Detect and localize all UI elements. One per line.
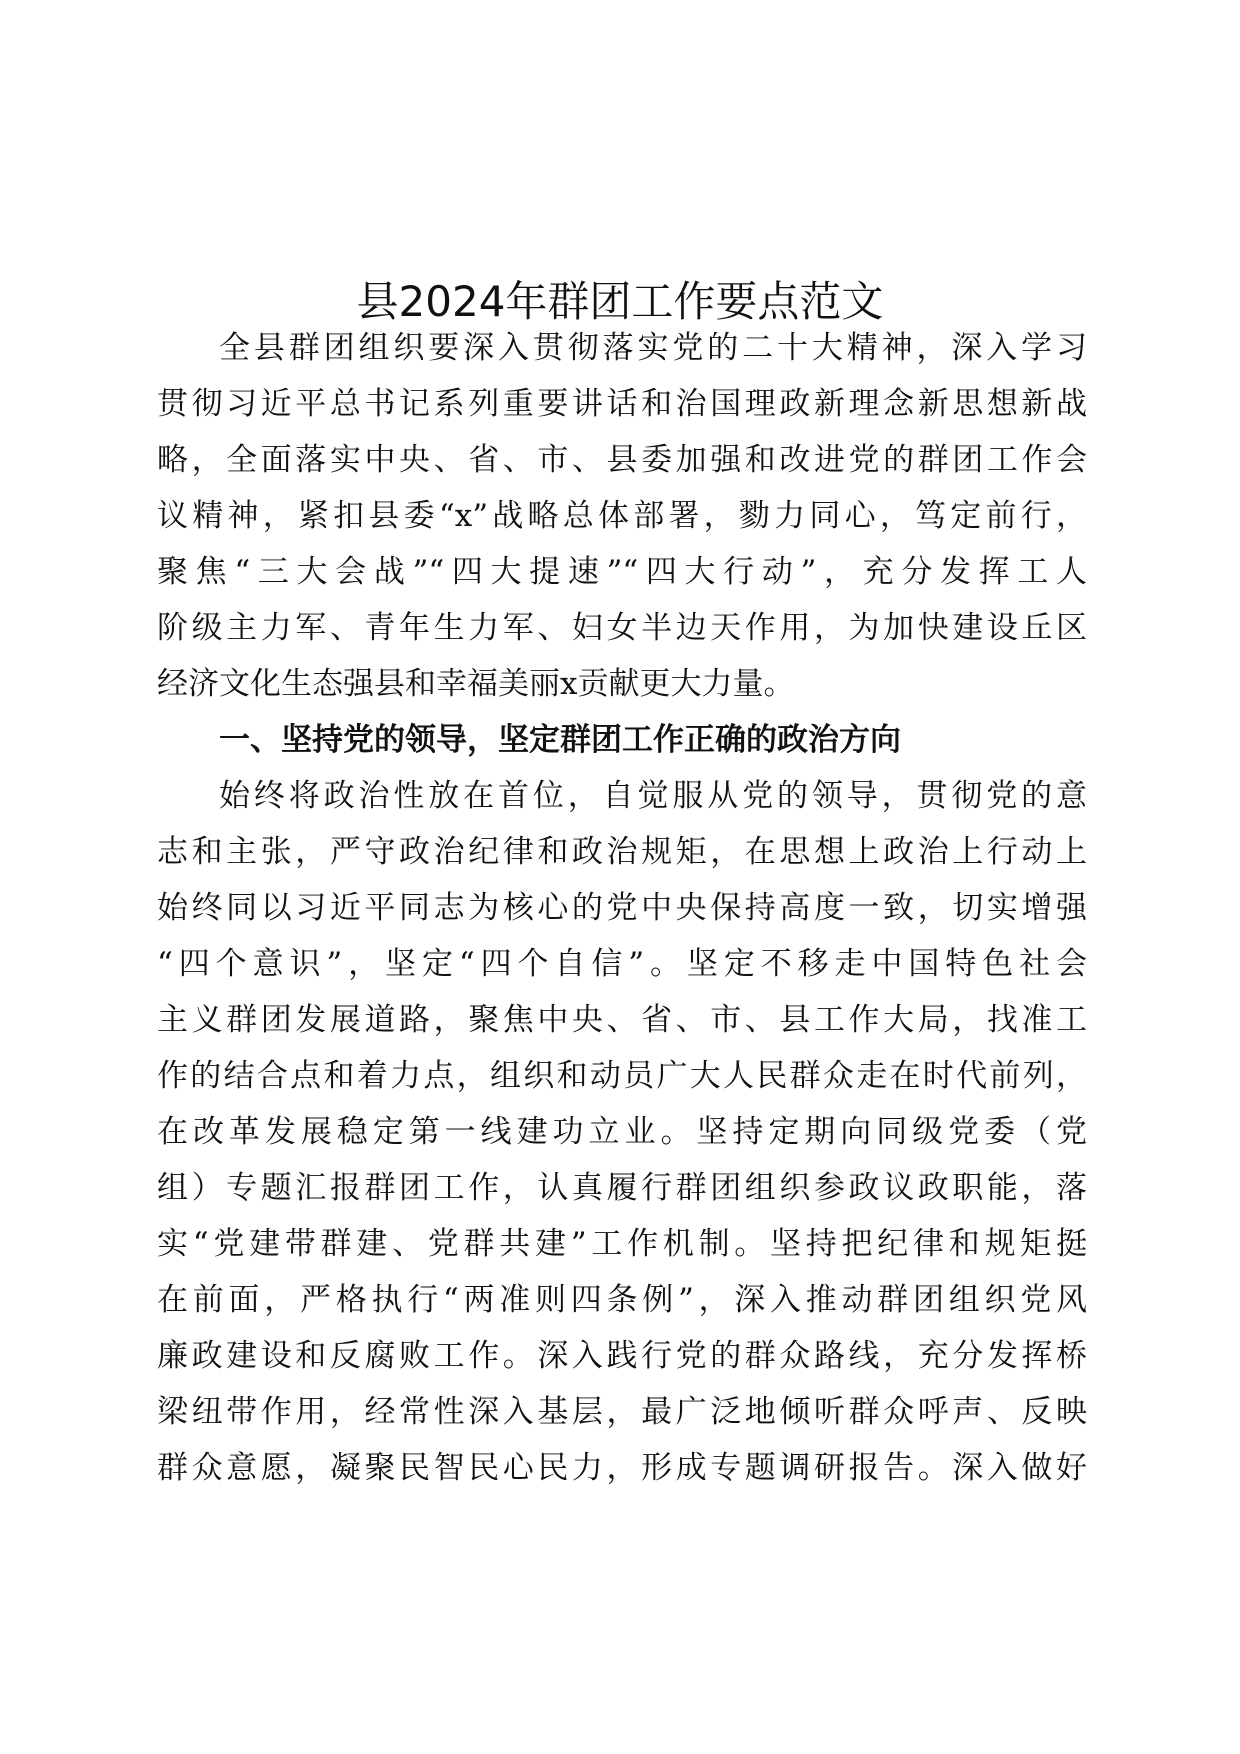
intro-line: 阶级主力军、青年生力军、妇女半边天作用，为加快建设丘区	[157, 610, 1087, 646]
intro-line: 略，全面落实中央、省、市、县委加强和改进党的群团工作会	[157, 442, 1087, 478]
body-line: 梁纽带作用，经常性深入基层，最广泛地倾听群众呼声、反映	[157, 1394, 1087, 1430]
body-line: 实“党建带群建、党群共建”工作机制。坚持把纪律和规矩挺	[157, 1226, 1087, 1262]
intro-line: 议精神，紧扣县委“x”战略总体部署，勠力同心，笃定前行，	[157, 498, 1087, 534]
body-line: 在前面，严格执行“两准则四条例”，深入推动群团组织党风	[157, 1282, 1087, 1318]
intro-line: 经济文化生态强县和幸福美丽x贡献更大力量。	[157, 666, 795, 702]
intro-line: 贯彻习近平总书记系列重要讲话和治国理政新理念新思想新战	[157, 386, 1087, 422]
document-title: 县2024年群团工作要点范文	[356, 277, 884, 326]
body-line: 始终将政治性放在首位，自觉服从党的领导，贯彻党的意	[219, 778, 1087, 814]
body-line: 组）专题汇报群团工作，认真履行群团组织参政议政职能，落	[157, 1170, 1087, 1206]
section-heading: 一、坚持党的领导，坚定群团工作正确的政治方向	[219, 722, 901, 758]
body-line: 在改革发展稳定第一线建功立业。坚持定期向同级党委（党	[157, 1114, 1087, 1150]
intro-line: 聚焦“三大会战”“四大提速”“四大行动”，充分发挥工人	[157, 554, 1087, 590]
body-line: 始终同以习近平同志为核心的党中央保持高度一致，切实增强	[157, 890, 1087, 926]
body-line: 主义群团发展道路，聚焦中央、省、市、县工作大局，找准工	[157, 1002, 1087, 1038]
body-line: “四个意识”，坚定“四个自信”。坚定不移走中国特色社会	[157, 946, 1087, 982]
body-line: 志和主张，严守政治纪律和政治规矩，在思想上政治上行动上	[157, 834, 1087, 870]
body-line: 作的结合点和着力点，组织和动员广大人民群众走在时代前列，	[157, 1058, 1087, 1094]
body-line: 廉政建设和反腐败工作。深入践行党的群众路线，充分发挥桥	[157, 1338, 1087, 1374]
intro-line: 全县群团组织要深入贯彻落实党的二十大精神，深入学习	[219, 330, 1087, 366]
body-line: 群众意愿，凝聚民智民心民力，形成专题调研报告。深入做好	[157, 1450, 1087, 1486]
